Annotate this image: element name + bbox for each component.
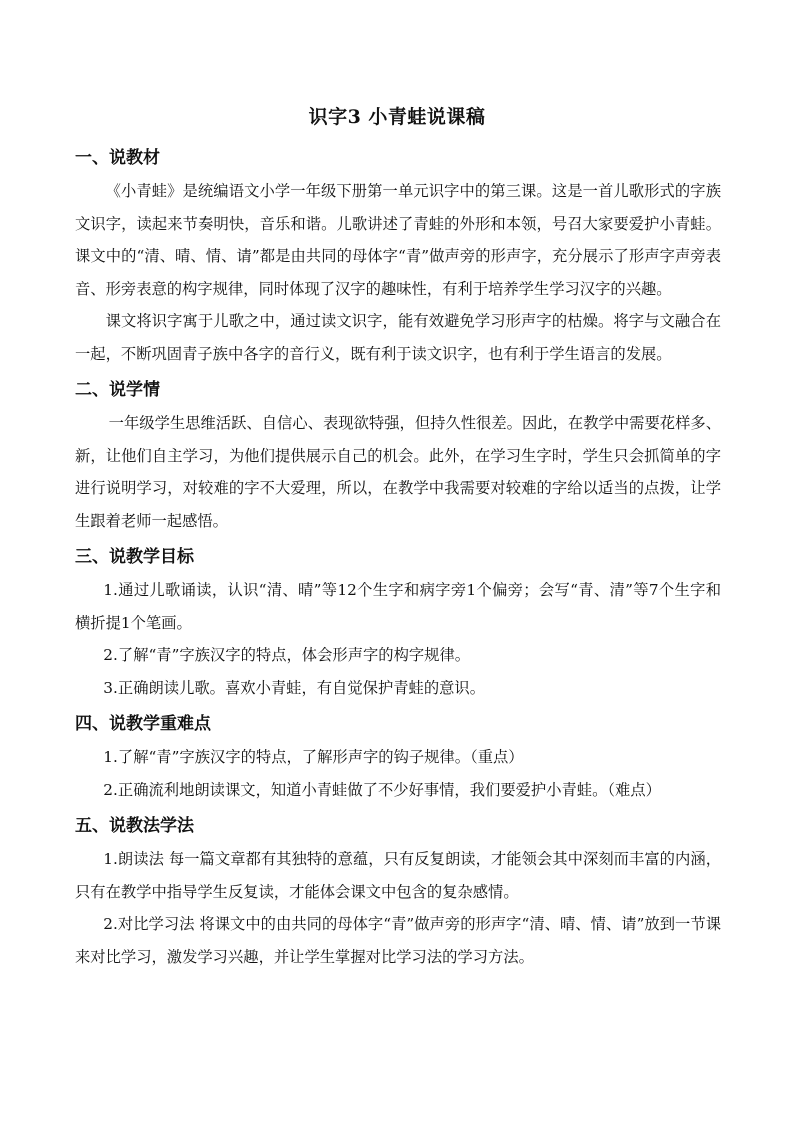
- section-heading-methods: 五、说教法学法: [75, 816, 194, 836]
- paragraph: 一年级学生思维活跃、自信心、表现欲特强，但持久性很差。因此，在教学中需要花样多、新，让他们自主学习，为他们提供展示自己的机会。此外，在学习生字时，学生只会抓简单的字进行说明学习，对较难的字不大爱理，所以，在教学中我需要对较难的字给以适当的点拨，让学生跟着老师一起感悟。: [75, 414, 721, 530]
- list-item: 1.通过儿歌诵读，认识“清、晴”等12个生字和病字旁1个偏旁；会写“青、清”等7个生字和横折提1个笔画。: [75, 581, 721, 632]
- paragraph: 课文将识字寓于儿歌之中，通过读文识字，能有效避免学习形声字的枯燥。将字与文融合在一起，不断巩固青子族中各字的音行义，既有利于读文识字，也有利于学生语言的发展。: [75, 312, 721, 363]
- section-heading-key-points: 四、说教学重难点: [75, 714, 211, 734]
- section-heading-teaching-goals: 三、说教学目标: [75, 547, 194, 567]
- list-item: 2.了解“青”字族汉字的特点，体会形声字的构字规律。: [103, 646, 471, 664]
- document-body: [75, 141, 721, 973]
- section-heading-student-analysis: 二、说学情: [75, 380, 160, 400]
- paragraph: 《小青蛙》是统编语文小学一年级下册第一单元识字中的第三课。这是一首儿歌形式的字族文识字，读起来节奏明快，音乐和谐。儿歌讲述了青蛙的外形和本领，号召大家要爱护小青蛙。课文中的“清、晴、情、请”都是由共同的母体字“青”做声旁的形声字，充分展示了形声字声旁表音、形旁表意的构字规律，同时体现了汉字的趣味性，有利于培养学生学习汉字的兴趣。: [75, 182, 721, 298]
- list-item: 1.朗读法 每一篇文章都有其独特的意蕴，只有反复朗读，才能领会其中深刻而丰富的内涵，只有在教学中指导学生反复读，才能体会课文中包含的复杂感情。: [75, 850, 721, 901]
- list-item: 3.正确朗读儿歌。喜欢小青蛙，有自觉保护青蛙的意识。: [103, 678, 486, 697]
- list-item: 2.对比学习法 将课文中的由共同的母体字“青”做声旁的形声字“清、晴、情、请”放到一节课来对比学习，激发学习兴趣，并让学生掌握对比学习法的学习方法。: [75, 915, 721, 966]
- document-title: 识字3 小青蛙说课稿: [308, 106, 486, 128]
- list-item: 2.正确流利地朗读课文，知道小青蛙做了不少好事情，我们要爱护小青蛙。（难点）: [103, 780, 661, 799]
- list-item: 1.了解“青”字族汉字的特点，了解形声字的钩子规律。（重点）: [103, 748, 524, 766]
- section-heading-textbook: 一、说教材: [75, 148, 160, 168]
